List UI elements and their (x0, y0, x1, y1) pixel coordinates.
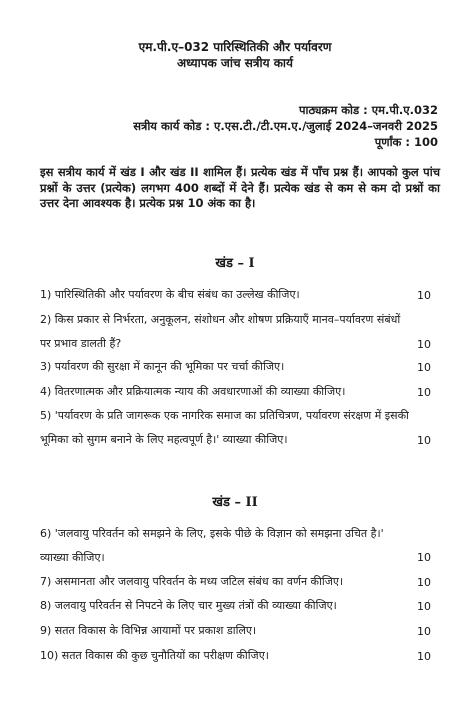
question-10-marks: 10 (417, 650, 431, 663)
question-5: 5) 'पर्यावरण के प्रति जागरूक एक नागरिक समाज का प्रतिचित्रण, पर्यावरण संरक्षण में इसकी भूमिका को सुगम बनाने के लिए महत्वपूर्ण है।' व्याख्या कीजिए। (40, 409, 409, 446)
question-3-marks: 10 (417, 361, 431, 374)
assignment-subtitle: अध्यापक जांच सत्रीय कार्य (176, 56, 294, 70)
question-1-marks: 10 (417, 289, 431, 302)
question-4: 4) वितरणात्मक और प्रक्रियात्मक न्याय की अवधारणाओं की व्याख्या कीजिए। (40, 385, 346, 398)
question-9: 9) सतत विकास के विभिन्न आयामों पर प्रकाश डालिए। (40, 624, 257, 637)
question-8-marks: 10 (417, 600, 431, 613)
question-5-marks: 10 (417, 434, 431, 447)
program-code: पाठ्यक्रम कोड : एम.पी.ए.032 (299, 103, 438, 117)
question-6: 6) 'जलवायु परिवर्तन को समझने के लिए, इसके पीछे के विज्ञान को समझना उचित है।' व्याख्या कीजिए। (40, 527, 384, 564)
question-8: 8) जलवायु परिवर्तन से निपटने के लिए चार मुख्य तंत्रों की व्याख्या कीजिए। (40, 599, 337, 612)
section-heading-1: खंड – I (215, 256, 255, 271)
question-7: 7) असमानता और जलवायु परिवर्तन के मध्य जटिल संबंध का वर्णन कीजिए। (40, 575, 344, 588)
course-title: एम.पी.ए–032 पारिस्थितिकी और पर्यावरण (138, 40, 332, 54)
question-1: 1) पारिस्थितिकी और पर्यावरण के बीच संबंध का उल्लेख कीजिए। (40, 288, 300, 301)
question-2: 2) किस प्रकार से निर्भरता, अनुकूलन, संशोधन और शोषण प्रक्रियाएँ मानव–पर्यावरण संबंधों पर प्रभाव डालती हैं? (40, 313, 401, 350)
section-heading-2: खंड – II (212, 495, 258, 510)
question-7-marks: 10 (417, 576, 431, 589)
max-marks: पूर्णांक : 100 (374, 135, 438, 149)
instructions-paragraph: इस सत्रीय कार्य में खंड I और खंड II शामिल हैं। प्रत्येक खंड में पाँच प्रश्न हैं। आपको कुल पांच प्रश्नों के उत्तर (प्रत्येक) लगभग 400 शब्दों में देने हैं। प्रत्येक खंड से कम से कम दो प्रश्नों का उत्तर देना आवश्यक है। प्रत्येक प्रश्न 10 अंक का है। (40, 165, 440, 210)
question-4-marks: 10 (417, 386, 431, 399)
question-10: 10) सतत विकास की कुछ चुनौतियों का परीक्षण कीजिए। (40, 649, 269, 662)
question-2-marks: 10 (417, 338, 431, 351)
question-3: 3) पर्यावरण की सुरक्षा में कानून की भूमिका पर चर्चा कीजिए। (40, 360, 285, 373)
question-9-marks: 10 (417, 625, 431, 638)
question-6-marks: 10 (417, 551, 431, 564)
assignment-code: सत्रीय कार्य कोड : ए.एस.टी./टी.एम.ए./जुलाई 2024–जनवरी 2025 (133, 119, 438, 133)
